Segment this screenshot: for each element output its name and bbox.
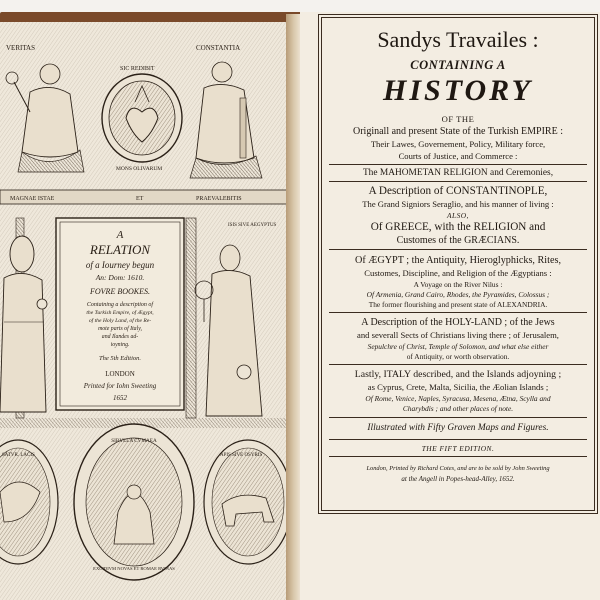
plaque-line1: A	[116, 229, 124, 241]
history-heading: HISTORY	[383, 74, 533, 107]
title-plaque	[56, 218, 184, 410]
sibyl-top-text: SIBYLLA CVMAEA	[111, 438, 157, 444]
plaque-line3: of a Iourney begun	[85, 260, 155, 270]
title-page-frame	[318, 14, 598, 514]
also-line: ALSO,	[446, 211, 469, 220]
motto-right: CONSTANTIA	[196, 44, 241, 52]
edition-line: THE FIFT EDITION.	[421, 444, 495, 453]
originall-line: Originall and present State of the Turkish EMPIRE :	[353, 126, 563, 137]
antiquity-line: of Antiquity, or worth observation.	[406, 352, 510, 361]
plaque-line9: mote parts of Italy,	[98, 326, 142, 332]
plaque-line12: The 5th Edition.	[98, 355, 142, 362]
medallion-top-text: SIC REDIBIT	[120, 66, 155, 72]
containing-line: CONTAINING A	[410, 58, 506, 72]
imprint-line: London, Printed by Richard Cotes, and are to be sold by John Sweeting	[366, 465, 550, 472]
seraglio-line: The Grand Signiors Seraglio, and his manner of living :	[362, 199, 554, 209]
plaque-line4: An: Dom: 1610.	[95, 273, 145, 282]
main-title: Sandys Travailes :	[377, 27, 539, 52]
divider	[329, 439, 587, 440]
rome-line: Of Rome, Venice, Naples, Syracusa, Mesena, Ætna, Scylla and	[365, 394, 551, 403]
plaque-line10: and Ilandes ad-	[101, 334, 139, 340]
cyprus-line: as Cyprus, Crete, Malta, Sicilia, the Æolian Islands ;	[367, 382, 549, 392]
holyland-line: A Description of the HOLY-LAND ; of the Jews	[361, 317, 555, 328]
lawes-line: Their Lawes, Governement, Policy, Military force,	[370, 139, 546, 149]
plaque-line11: ioyning.	[110, 342, 130, 348]
divider	[329, 181, 587, 182]
sibyl-medallion	[74, 424, 194, 580]
divider	[329, 364, 587, 365]
graecians-line: Customes of the GRÆCIANS.	[396, 235, 520, 246]
side-label: ISIS SIVE AEGYPTUS	[228, 223, 277, 228]
italy-line: Lastly, ITALY described, and the Islands adjoyning ;	[354, 369, 562, 380]
plaque-imprint1: LONDON	[105, 370, 135, 378]
illustrated-line: Illustrated with Fifty Graven Maps and Figures.	[367, 423, 549, 433]
oval-right-text: APIS SIVE OSYRIS	[220, 453, 263, 458]
voyage-line: A Voyage on the River Nilus :	[413, 280, 503, 289]
motto-left: VERITAS	[6, 44, 35, 52]
plaque-imprint2: Printed for Iohn Sweeting	[83, 382, 157, 390]
plaque-line5: FOVRE BOOKES.	[90, 287, 150, 296]
sects-line: and severall Sects of Christians living there ; of Jerusalem,	[357, 330, 559, 340]
courts-line: Courts of Justice, and Commerce :	[398, 151, 518, 161]
divider	[329, 164, 587, 165]
sibyl-bottom-text: EXCIDIVM NOVAS ET ROMAE RVINAS	[93, 566, 175, 571]
plaque-line2: RELATION	[89, 242, 151, 257]
oval-left-text: SATVR. LACIS	[2, 453, 35, 458]
mahometan-line: The MAHOMETAN RELIGION and Ceremonies,	[362, 168, 554, 178]
divider	[329, 456, 587, 457]
banner-mid: ET	[136, 196, 144, 202]
aegyptians-line: Customes, Discipline, and Religion of the Ægyptians :	[364, 268, 552, 278]
divider	[329, 249, 587, 250]
greece-line: Of GREECE, with the RELIGION and	[370, 221, 546, 233]
charybdis-line: Charybdis ; and other places of note.	[402, 404, 514, 413]
plaque-line6: Containing a description of	[86, 302, 154, 308]
plaque-imprint3: 1652	[113, 394, 127, 402]
medallion-bottom-text: MONS OLIVARUM	[116, 166, 163, 172]
alexandria-line: The former flourishing and present state of ALEXANDRIA.	[368, 300, 548, 309]
of-the-line: OF THE	[441, 114, 475, 124]
banner-left: MAGNAE ISTAE	[10, 196, 55, 202]
divider	[329, 417, 587, 418]
sepulchre-line: Sepulchre of Christ, Temple of Solomon, and what else either	[367, 342, 549, 351]
frontispiece-page	[0, 22, 288, 600]
constantinople-line: A Description of CONSTANTINOPLE,	[368, 185, 548, 197]
apis-oval	[204, 440, 288, 564]
armenia-line: Of Armenia, Grand Cairo, Rhodes, the Pyramides, Colossus ;	[366, 290, 550, 299]
angell-line: at the Angell in Popes-head-Alley, 1652.	[401, 475, 515, 483]
plaque-line7: the Turkish Empire, of Ægypt,	[86, 310, 154, 316]
plaque-line8: of the Holy Land, of the Re-	[88, 318, 152, 324]
banner-right: PRAEVALEBITIS	[196, 196, 242, 202]
aegypt-line: Of ÆGYPT ; the Antiquity, Hieroglyphicks, Rites,	[354, 255, 561, 266]
divider	[329, 312, 587, 313]
frontispiece-engraving	[0, 22, 288, 600]
